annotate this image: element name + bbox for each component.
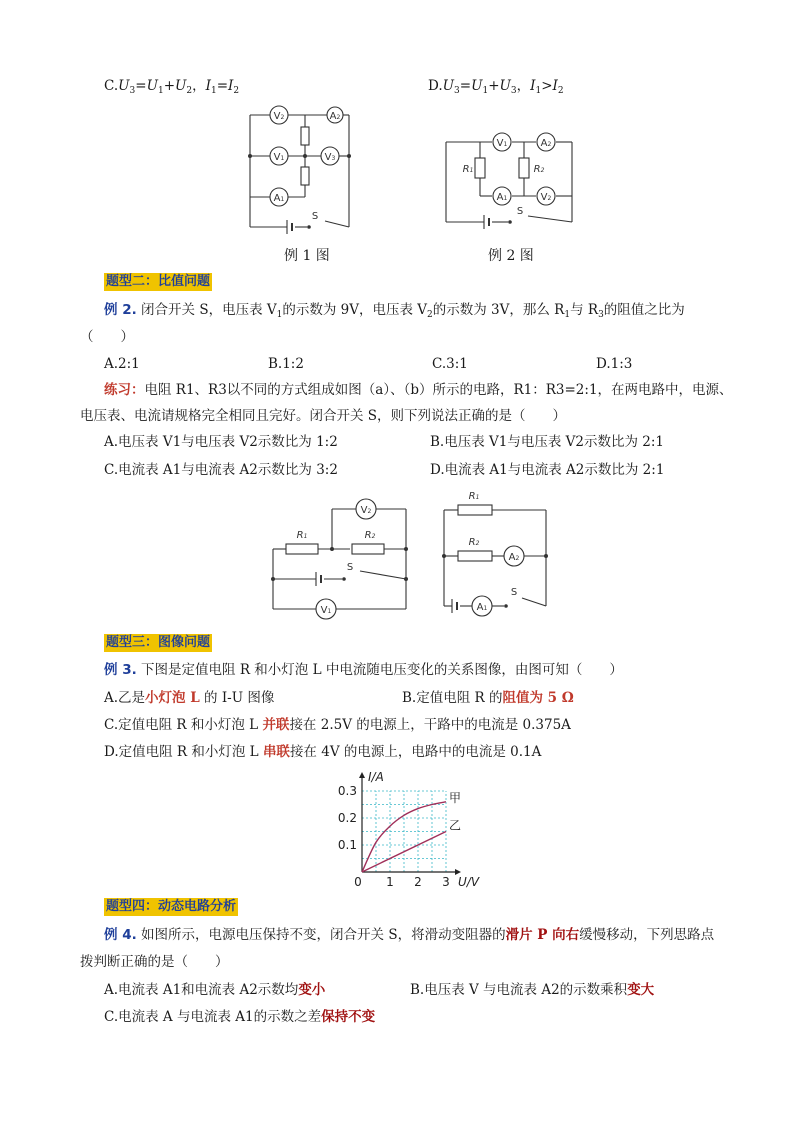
- x-tick-label: 2: [414, 875, 422, 889]
- practice-option-a: A.电压表 V1与电压表 V2示数比为 1:2: [104, 434, 338, 450]
- example-4-line-2: 拨判断正确的是（ ）: [80, 954, 229, 970]
- series-label-1: 甲: [449, 790, 462, 805]
- ex3-option-c: C.定值电阻 R 和小灯泡 L 并联接在 2.5V 的电源上，干路中的电流是 0.375A: [104, 717, 571, 733]
- y-tick-label: 0.1: [337, 838, 357, 852]
- ex3-option-d: D.定值电阻 R 和小灯泡 L 串联接在 4V 的电源上，电路中的电流是 0.1A: [104, 744, 542, 760]
- example-4-line-1: 例 4. 如图所示，电源电压保持不变，闭合开关 S，将滑动变阻器的滑片 P 向右缓慢移动，下列思路点: [104, 927, 715, 943]
- practice-line-1: 练习：电阻 R1、R3以不同的方式组成如图（a）、（b）所示的电路，R1：R3=2:1，在两电路中，电源、: [104, 382, 733, 398]
- practice-line-2: 电压表、电流请规格完全相同且完好。闭合开关 S，则下列说法正确的是（ ）: [80, 408, 567, 424]
- ex2-option-d: D.1:3: [596, 356, 633, 372]
- example-2-paren: （ ）: [80, 329, 134, 345]
- ex4-option-b: B.电压表 V 与电流表 A2的示数乘积变大: [410, 982, 655, 998]
- svg-text:V3: V3: [324, 152, 336, 163]
- caption-fig2: 例 2 图: [488, 248, 534, 264]
- chart-grid: [362, 791, 446, 872]
- svg-text:A2: A2: [508, 552, 520, 563]
- ex1-option-d: $D.U_3=U_1+U_3$，$I_1>I_2$: [428, 78, 564, 96]
- svg-text:V1: V1: [273, 152, 285, 163]
- example-3-text: 例 3. 下图是定值电阻 R 和小灯泡 L 中电流随电压变化的关系图像，由图可知（ ）: [104, 662, 623, 678]
- ex3-option-a: A.乙是小灯泡 L 的 I-U 图像: [104, 690, 275, 706]
- series-line-2: [362, 832, 446, 873]
- svg-text:A1: A1: [273, 193, 285, 204]
- series-label-2: 乙: [449, 818, 462, 833]
- svg-text:R2: R2: [468, 537, 480, 548]
- ex4-option-c: C.电流表 A 与电流表 A1的示数之差保持不变: [104, 1009, 376, 1025]
- section-title-ratio: 题型二：比值问题: [106, 274, 211, 289]
- y-tick-label: 0.3: [337, 784, 357, 798]
- circuit-figure-1: [245, 103, 365, 233]
- circuit-figure-2: [440, 130, 580, 230]
- ex2-option-a: A.2:1: [104, 356, 140, 372]
- ex3-option-b: B.定值电阻 R 的阻值为 5 Ω: [402, 690, 574, 706]
- circuit-figure-a: [268, 497, 418, 622]
- practice-option-d: D.电流表 A1与电流表 A2示数比为 2:1: [430, 462, 665, 478]
- svg-text:V1: V1: [496, 138, 508, 149]
- circuit-figure-b: [436, 490, 556, 615]
- svg-text:A2: A2: [329, 111, 341, 122]
- svg-text:R1: R1: [296, 530, 308, 541]
- svg-text:V2: V2: [540, 192, 552, 203]
- svg-text:V2: V2: [273, 111, 285, 122]
- example-2-text: 例 2. 闭合开关 S，电压表 $V_1$的示数为 9V，电压表 $V_2$的示数为 3V，那么 $R_1$与 $R_3$的阻值之比为: [104, 302, 685, 320]
- svg-text:A2: A2: [540, 138, 552, 149]
- x-axis-label: U/V: [458, 875, 480, 889]
- svg-text:V1: V1: [320, 605, 332, 616]
- ex4-option-a: A.电流表 A1和电流表 A2示数均变小: [104, 982, 326, 998]
- svg-text:R2: R2: [364, 530, 376, 541]
- svg-text:S: S: [311, 211, 319, 222]
- svg-text:S: S: [346, 562, 354, 573]
- x-tick-label: 0: [354, 875, 362, 889]
- y-tick-label: 0.2: [337, 811, 357, 825]
- svg-text:R1: R1: [468, 491, 480, 502]
- svg-text:V2: V2: [360, 505, 372, 516]
- ex2-option-c: C.3:1: [432, 356, 468, 372]
- iu-chart: [330, 770, 490, 890]
- svg-text:R2: R2: [533, 164, 545, 175]
- practice-option-c: C.电流表 A1与电流表 A2示数比为 3:2: [104, 462, 338, 478]
- section-title-graph: 题型三：图像问题: [106, 635, 211, 650]
- svg-text:S: S: [516, 206, 524, 217]
- section-title-dynamic: 题型四：动态电路分析: [106, 899, 237, 914]
- caption-fig1: 例 1 图: [284, 248, 330, 264]
- y-axis-arrow: [359, 772, 365, 778]
- x-tick-label: 3: [442, 875, 450, 889]
- svg-text:A1: A1: [496, 192, 508, 203]
- x-tick-label: 1: [386, 875, 394, 889]
- svg-text:R1: R1: [462, 164, 474, 175]
- y-axis-label: I/A: [368, 770, 384, 784]
- practice-option-b: B.电压表 V1与电压表 V2示数比为 2:1: [430, 434, 664, 450]
- ex2-option-b: B.1:2: [268, 356, 304, 372]
- svg-text:S: S: [510, 587, 518, 598]
- ex1-option-c: $C.U_3=U_1+U_2$，$I_1=I_2$: [104, 78, 240, 96]
- svg-text:A1: A1: [476, 602, 488, 613]
